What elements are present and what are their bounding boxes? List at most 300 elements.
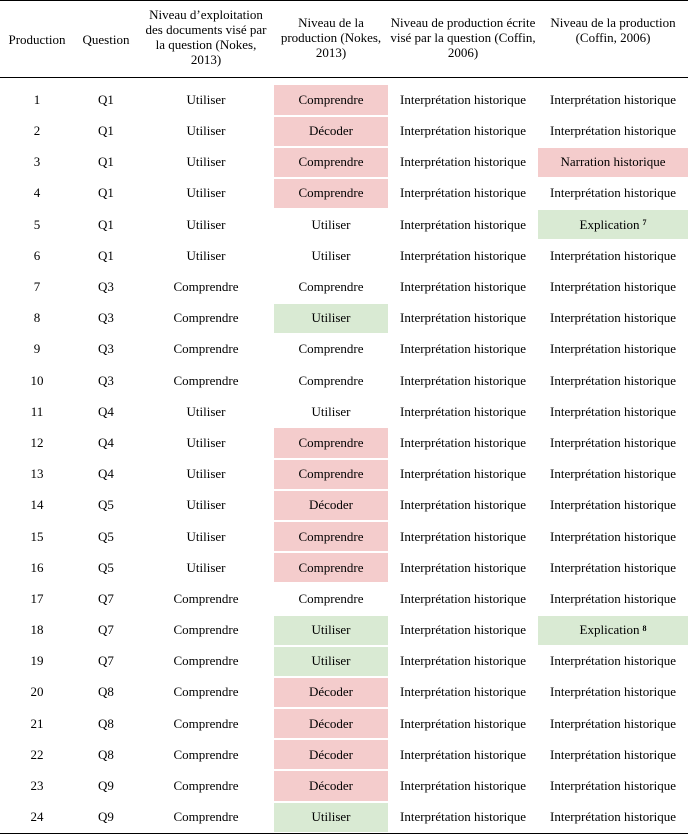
niveau-production-nokes-text: Comprendre <box>298 91 364 107</box>
niveau-ecrite-cell <box>388 708 538 739</box>
question-text: Q4 <box>98 403 114 419</box>
niveau-ecrite-text: Interprétation historique <box>400 434 526 450</box>
question-content <box>74 116 138 147</box>
niveau-ecrite-cell <box>388 271 538 302</box>
niveau-exploitation-cell <box>138 178 274 209</box>
niveau-production-coffin-text: Interprétation historique <box>550 528 676 544</box>
table-row <box>0 365 688 396</box>
niveau-exploitation-content <box>138 147 274 178</box>
niveau-exploitation-cell <box>138 396 274 427</box>
niveau-production-coffin-content <box>538 427 688 458</box>
niveau-exploitation-text: Comprendre <box>173 622 239 638</box>
niveau-ecrite-cell <box>388 147 538 178</box>
niveau-exploitation-content <box>138 490 274 521</box>
niveau-production-nokes-cell <box>274 116 388 147</box>
question-cell <box>74 615 138 646</box>
niveau-production-coffin-content <box>538 802 688 833</box>
niveau-production-coffin-content <box>538 334 688 365</box>
niveau-production-coffin-text: Interprétation historique <box>550 746 676 762</box>
niveau-production-nokes-cell <box>274 396 388 427</box>
table-row <box>0 521 688 552</box>
question-cell <box>74 739 138 770</box>
niveau-exploitation-content <box>138 427 274 458</box>
production-cell <box>0 490 74 521</box>
question-text: Q8 <box>98 684 114 700</box>
niveau-production-coffin-cell <box>538 739 688 770</box>
question-cell <box>74 334 138 365</box>
niveau-production-nokes-text: Utiliser <box>311 653 351 669</box>
production-cell <box>0 708 74 739</box>
niveau-exploitation-text: Comprendre <box>173 746 239 762</box>
niveau-ecrite-cell <box>388 178 538 209</box>
niveau-production-coffin-text: Interprétation historique <box>550 809 676 825</box>
niveau-production-coffin-cell <box>538 583 688 614</box>
niveau-ecrite-cell <box>388 490 538 521</box>
niveau-production-nokes-highlight-red <box>274 117 388 146</box>
niveau-exploitation-text: Utiliser <box>186 466 226 482</box>
question-content <box>74 552 138 583</box>
question-text: Q3 <box>98 341 114 357</box>
question-content <box>74 334 138 365</box>
production-text: 11 <box>30 403 44 419</box>
question-content <box>74 770 138 801</box>
niveau-exploitation-text: Utiliser <box>186 154 226 170</box>
niveau-ecrite-text: Interprétation historique <box>400 185 526 201</box>
niveau-production-coffin-cell <box>538 459 688 490</box>
niveau-production-nokes-text: Utiliser <box>311 622 351 638</box>
question-cell <box>74 552 138 583</box>
question-cell <box>74 271 138 302</box>
niveau-production-coffin-text: Interprétation historique <box>550 778 676 794</box>
question-cell <box>74 770 138 801</box>
production-content <box>0 427 74 458</box>
question-cell <box>74 646 138 677</box>
niveau-exploitation-cell <box>138 552 274 583</box>
niveau-exploitation-content <box>138 739 274 770</box>
niveau-ecrite-content <box>388 396 538 427</box>
question-cell <box>74 365 138 396</box>
niveau-production-nokes-cell <box>274 303 388 334</box>
niveau-production-nokes-cell <box>274 240 388 271</box>
question-content <box>74 646 138 677</box>
production-text: 13 <box>30 466 44 482</box>
niveau-production-nokes-highlight-red <box>274 179 388 208</box>
niveau-production-coffin-cell <box>538 770 688 801</box>
question-cell <box>74 78 138 116</box>
niveau-production-coffin-content <box>538 770 688 801</box>
production-text: 5 <box>33 216 41 232</box>
niveau-ecrite-cell <box>388 677 538 708</box>
niveau-production-nokes-highlight-green <box>274 647 388 676</box>
niveau-production-coffin-content <box>538 240 688 271</box>
niveau-production-coffin-cell <box>538 365 688 396</box>
production-cell <box>0 240 74 271</box>
table-row <box>0 396 688 427</box>
niveau-production-coffin-text: Interprétation historique <box>550 310 676 326</box>
question-cell <box>74 427 138 458</box>
table-row <box>0 303 688 334</box>
niveau-ecrite-cell <box>388 303 538 334</box>
niveau-production-coffin-cell <box>538 490 688 521</box>
niveau-production-coffin-text: Interprétation historique <box>550 247 676 263</box>
niveau-production-nokes-highlight-red <box>274 148 388 177</box>
niveau-production-coffin-text: Interprétation historique <box>550 372 676 388</box>
production-content <box>0 303 74 334</box>
niveau-ecrite-content <box>388 677 538 708</box>
production-text: 19 <box>30 653 44 669</box>
production-content <box>0 116 74 147</box>
niveau-ecrite-content <box>388 708 538 739</box>
niveau-production-nokes-text: Décoder <box>308 778 354 794</box>
question-text: Q3 <box>98 279 114 295</box>
niveau-production-coffin-text: Interprétation historique <box>550 653 676 669</box>
niveau-exploitation-content <box>138 396 274 427</box>
table-row <box>0 459 688 490</box>
question-cell <box>74 178 138 209</box>
niveau-exploitation-text: Utiliser <box>186 247 226 263</box>
niveau-exploitation-content <box>138 240 274 271</box>
niveau-production-nokes-highlight-red <box>274 522 388 551</box>
niveau-ecrite-cell <box>388 365 538 396</box>
niveau-production-nokes-highlight-red <box>274 553 388 582</box>
niveau-production-nokes-cell <box>274 147 388 178</box>
niveau-production-nokes-highlight-green <box>274 616 388 645</box>
production-text: 1 <box>33 91 41 107</box>
question-text: Q3 <box>98 310 114 326</box>
question-content <box>74 490 138 521</box>
niveau-production-coffin-content <box>538 521 688 552</box>
niveau-production-nokes-cell <box>274 427 388 458</box>
niveau-production-nokes-cell <box>274 334 388 365</box>
production-content <box>0 615 74 646</box>
niveau-production-coffin-cell <box>538 334 688 365</box>
niveau-production-coffin-text: Interprétation historique <box>550 185 676 201</box>
niveau-production-nokes-cell <box>274 677 388 708</box>
niveau-ecrite-content <box>388 552 538 583</box>
niveau-ecrite-cell <box>388 583 538 614</box>
production-cell <box>0 78 74 116</box>
niveau-production-coffin-cell <box>538 677 688 708</box>
header-niveau-production-coffin: Niveau de la production (Coffin, 2006) <box>538 1 688 78</box>
niveau-exploitation-content <box>138 334 274 365</box>
niveau-production-coffin-cell <box>538 802 688 834</box>
niveau-production-nokes-text: Comprendre <box>298 279 364 295</box>
niveau-exploitation-content <box>138 365 274 396</box>
niveau-exploitation-text: Comprendre <box>173 684 239 700</box>
niveau-ecrite-text: Interprétation historique <box>400 341 526 357</box>
production-content <box>0 583 74 614</box>
niveau-production-nokes-content <box>274 365 388 396</box>
production-cell <box>0 365 74 396</box>
niveau-production-nokes-content <box>274 271 388 302</box>
niveau-exploitation-text: Comprendre <box>173 372 239 388</box>
niveau-production-coffin-text: Interprétation historique <box>550 91 676 107</box>
question-text: Q1 <box>98 91 114 107</box>
question-cell <box>74 583 138 614</box>
niveau-production-nokes-cell <box>274 490 388 521</box>
niveau-exploitation-content <box>138 178 274 209</box>
niveau-ecrite-cell <box>388 209 538 240</box>
niveau-exploitation-content <box>138 583 274 614</box>
table-row <box>0 147 688 178</box>
production-text: 22 <box>30 746 44 762</box>
niveau-production-coffin-content <box>538 84 688 116</box>
niveau-production-nokes-text: Comprendre <box>298 372 364 388</box>
niveau-ecrite-text: Interprétation historique <box>400 622 526 638</box>
niveau-ecrite-cell <box>388 521 538 552</box>
question-text: Q7 <box>98 622 114 638</box>
niveau-production-coffin-cell <box>538 178 688 209</box>
niveau-exploitation-content <box>138 646 274 677</box>
niveau-ecrite-content <box>388 521 538 552</box>
question-text: Q4 <box>98 434 114 450</box>
question-text: Q5 <box>98 497 114 513</box>
niveau-ecrite-content <box>388 770 538 801</box>
niveau-production-coffin-cell <box>538 646 688 677</box>
question-cell <box>74 303 138 334</box>
niveau-production-nokes-text: Comprendre <box>298 154 364 170</box>
niveau-production-coffin-content <box>538 677 688 708</box>
niveau-ecrite-content <box>388 147 538 178</box>
table-row <box>0 552 688 583</box>
niveau-exploitation-cell <box>138 615 274 646</box>
niveau-production-coffin-cell <box>538 427 688 458</box>
question-text: Q8 <box>98 746 114 762</box>
niveau-production-nokes-text: Comprendre <box>298 466 364 482</box>
niveau-ecrite-content <box>388 209 538 240</box>
niveau-production-nokes-content <box>274 240 388 271</box>
niveau-ecrite-text: Interprétation historique <box>400 123 526 139</box>
production-text: 14 <box>30 497 44 513</box>
table-row <box>0 271 688 302</box>
production-content <box>0 147 74 178</box>
niveau-ecrite-content <box>388 303 538 334</box>
niveau-exploitation-content <box>138 116 274 147</box>
niveau-ecrite-text: Interprétation historique <box>400 684 526 700</box>
question-content <box>74 708 138 739</box>
production-content <box>0 459 74 490</box>
question-cell <box>74 396 138 427</box>
niveau-production-nokes-highlight-red <box>274 678 388 707</box>
production-text: 6 <box>33 247 41 263</box>
header-niveau-ecrite: Niveau de production écrite visé par la question (Coffin, 2006) <box>388 1 538 78</box>
question-text: Q5 <box>98 559 114 575</box>
niveau-production-coffin-text: Interprétation historique <box>550 590 676 606</box>
question-text: Q9 <box>98 778 114 794</box>
production-content <box>0 739 74 770</box>
question-cell <box>74 521 138 552</box>
niveau-ecrite-cell <box>388 739 538 770</box>
production-cell <box>0 178 74 209</box>
question-content <box>74 615 138 646</box>
niveau-production-nokes-text: Comprendre <box>298 528 364 544</box>
question-content <box>74 583 138 614</box>
question-content <box>74 802 138 833</box>
question-text: Q7 <box>98 653 114 669</box>
niveau-production-nokes-content <box>274 396 388 427</box>
table-body <box>0 78 688 834</box>
niveau-ecrite-content <box>388 802 538 833</box>
question-text: Q8 <box>98 715 114 731</box>
niveau-production-coffin-text: Interprétation historique <box>550 684 676 700</box>
niveau-ecrite-cell <box>388 116 538 147</box>
production-cell <box>0 739 74 770</box>
niveau-ecrite-cell <box>388 552 538 583</box>
question-cell <box>74 209 138 240</box>
niveau-production-nokes-cell <box>274 365 388 396</box>
header-niveau-exploitation: Niveau d’exploitation des documents visé par la question (Nokes, 2013) <box>138 1 274 78</box>
niveau-production-nokes-content <box>274 334 388 365</box>
niveau-exploitation-content <box>138 802 274 833</box>
question-text: Q5 <box>98 528 114 544</box>
production-cell <box>0 271 74 302</box>
question-content <box>74 209 138 240</box>
niveau-exploitation-cell <box>138 490 274 521</box>
niveau-production-coffin-content <box>538 365 688 396</box>
niveau-exploitation-text: Utiliser <box>186 123 226 139</box>
niveau-production-coffin-cell <box>538 209 688 240</box>
niveau-exploitation-cell <box>138 365 274 396</box>
niveau-exploitation-content <box>138 770 274 801</box>
niveau-exploitation-content <box>138 677 274 708</box>
production-cell <box>0 147 74 178</box>
niveau-production-coffin-text: Interprétation historique <box>550 434 676 450</box>
niveau-production-nokes-text: Décoder <box>308 684 354 700</box>
niveau-exploitation-cell <box>138 334 274 365</box>
table-row <box>0 209 688 240</box>
production-text: 3 <box>33 154 41 170</box>
production-cell <box>0 646 74 677</box>
production-text: 18 <box>30 622 44 638</box>
niveau-production-nokes-cell <box>274 271 388 302</box>
niveau-production-coffin-cell <box>538 303 688 334</box>
table-row <box>0 677 688 708</box>
production-content <box>0 178 74 209</box>
production-content <box>0 802 74 833</box>
niveau-production-coffin-content <box>538 646 688 677</box>
table-row <box>0 78 688 116</box>
niveau-ecrite-cell <box>388 646 538 677</box>
niveau-production-coffin-content <box>538 271 688 302</box>
niveau-production-nokes-cell <box>274 521 388 552</box>
niveau-production-nokes-content <box>274 583 388 614</box>
niveau-production-coffin-content <box>538 303 688 334</box>
niveau-ecrite-content <box>388 427 538 458</box>
production-text: 24 <box>30 809 44 825</box>
niveau-ecrite-text: Interprétation historique <box>400 247 526 263</box>
niveau-exploitation-text: Utiliser <box>186 91 226 107</box>
question-text: Q1 <box>98 185 114 201</box>
footnote-marker: 8 <box>642 623 647 633</box>
niveau-production-nokes-text: Comprendre <box>298 590 364 606</box>
niveau-exploitation-cell <box>138 427 274 458</box>
niveau-production-coffin-cell <box>538 396 688 427</box>
niveau-production-coffin-text: Interprétation historique <box>550 341 676 357</box>
niveau-production-nokes-cell <box>274 739 388 770</box>
table-row <box>0 583 688 614</box>
question-text: Q3 <box>98 372 114 388</box>
production-cell <box>0 334 74 365</box>
niveau-production-coffin-text: Explication <box>579 622 640 638</box>
table-row <box>0 739 688 770</box>
production-cell <box>0 802 74 834</box>
niveau-ecrite-cell <box>388 459 538 490</box>
production-content <box>0 677 74 708</box>
niveau-production-coffin-content <box>538 583 688 614</box>
production-text: 16 <box>30 559 44 575</box>
niveau-production-nokes-cell <box>274 459 388 490</box>
niveau-production-nokes-highlight-green <box>274 304 388 333</box>
niveau-production-coffin-cell <box>538 521 688 552</box>
niveau-ecrite-text: Interprétation historique <box>400 653 526 669</box>
production-content <box>0 646 74 677</box>
niveau-production-coffin-content <box>538 116 688 147</box>
table-row <box>0 116 688 147</box>
niveau-production-coffin-cell <box>538 615 688 646</box>
niveau-ecrite-text: Interprétation historique <box>400 778 526 794</box>
niveau-exploitation-content <box>138 84 274 116</box>
question-content <box>74 459 138 490</box>
question-content <box>74 240 138 271</box>
table-row <box>0 240 688 271</box>
niveau-exploitation-cell <box>138 708 274 739</box>
niveau-ecrite-text: Interprétation historique <box>400 809 526 825</box>
niveau-production-nokes-highlight-red <box>274 740 388 769</box>
table-row <box>0 770 688 801</box>
niveau-ecrite-content <box>388 583 538 614</box>
niveau-production-nokes-text: Décoder <box>308 746 354 762</box>
niveau-exploitation-cell <box>138 677 274 708</box>
niveau-production-nokes-text: Décoder <box>308 497 354 513</box>
niveau-ecrite-text: Interprétation historique <box>400 466 526 482</box>
niveau-exploitation-content <box>138 521 274 552</box>
niveau-production-nokes-text: Utiliser <box>311 809 351 825</box>
niveau-production-nokes-cell <box>274 708 388 739</box>
production-content <box>0 770 74 801</box>
niveau-production-nokes-cell <box>274 78 388 116</box>
niveau-ecrite-text: Interprétation historique <box>400 154 526 170</box>
niveau-exploitation-cell <box>138 147 274 178</box>
question-content <box>74 84 138 116</box>
production-content <box>0 396 74 427</box>
niveau-ecrite-content <box>388 490 538 521</box>
niveau-production-coffin-content <box>538 490 688 521</box>
production-content <box>0 271 74 302</box>
production-cell <box>0 521 74 552</box>
niveau-production-coffin-content <box>538 396 688 427</box>
niveau-ecrite-text: Interprétation historique <box>400 91 526 107</box>
niveau-production-nokes-cell <box>274 802 388 834</box>
niveau-production-coffin-text: Explication <box>579 216 640 232</box>
niveau-production-coffin-cell <box>538 240 688 271</box>
niveau-exploitation-content <box>138 552 274 583</box>
niveau-production-coffin-highlight-red <box>538 148 688 177</box>
niveau-exploitation-text: Utiliser <box>186 403 226 419</box>
niveau-exploitation-text: Utiliser <box>186 434 226 450</box>
question-text: Q4 <box>98 466 114 482</box>
production-content <box>0 708 74 739</box>
question-cell <box>74 677 138 708</box>
niveau-production-coffin-cell <box>538 708 688 739</box>
niveau-production-nokes-text: Comprendre <box>298 434 364 450</box>
niveau-production-nokes-text: Utiliser <box>311 403 351 419</box>
niveau-exploitation-cell <box>138 209 274 240</box>
table-row <box>0 427 688 458</box>
niveau-production-coffin-highlight-green <box>538 616 688 645</box>
question-content <box>74 396 138 427</box>
niveau-production-nokes-highlight-green <box>274 803 388 832</box>
production-cell <box>0 427 74 458</box>
